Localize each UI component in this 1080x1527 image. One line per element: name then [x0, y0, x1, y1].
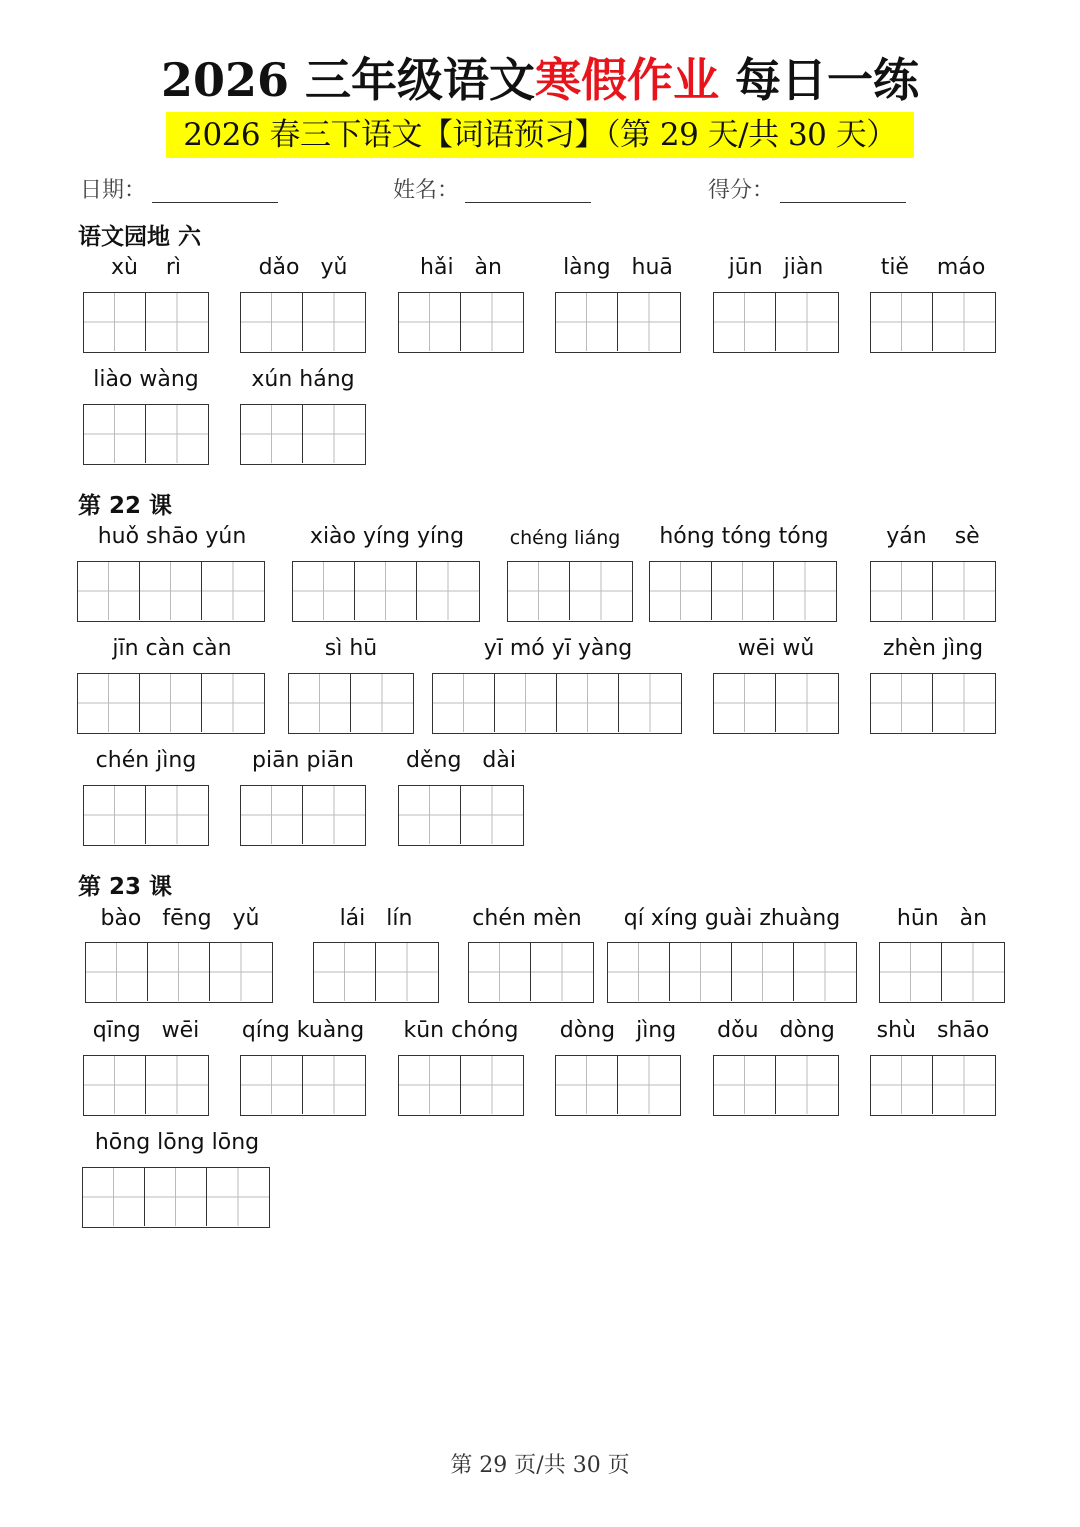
writing-cell[interactable] — [293, 562, 355, 620]
writing-grid-2[interactable] — [507, 561, 633, 622]
writing-cell[interactable] — [303, 1056, 365, 1114]
section-title-lesson-22: 第 22 课 — [78, 493, 173, 519]
page-title — [0, 52, 1080, 108]
writing-grid-3[interactable] — [77, 561, 265, 622]
writing-cell[interactable] — [146, 1056, 208, 1114]
pinyin-label: hóng tóng tóng — [659, 524, 829, 549]
writing-cell[interactable] — [469, 943, 531, 1001]
writing-grid-4[interactable] — [607, 942, 857, 1003]
writing-cell[interactable] — [140, 674, 202, 732]
writing-grid-2[interactable] — [83, 785, 209, 846]
writing-grid-2[interactable] — [555, 292, 681, 353]
writing-cell[interactable] — [83, 1168, 145, 1226]
pinyin-label: zhèn jìng — [882, 636, 984, 661]
writing-cell[interactable] — [942, 943, 1004, 1001]
writing-grid-2[interactable] — [240, 292, 366, 353]
writing-grid-2[interactable] — [870, 673, 996, 734]
writing-grid-3[interactable] — [82, 1167, 270, 1228]
writing-grid-3[interactable] — [85, 942, 273, 1003]
pinyin-label: wēi wǔ — [737, 636, 815, 661]
writing-cell[interactable] — [84, 293, 146, 351]
writing-cell[interactable] — [314, 943, 376, 1001]
writing-cell[interactable] — [933, 1056, 995, 1114]
writing-cell[interactable] — [508, 562, 570, 620]
writing-grid-2[interactable] — [713, 292, 839, 353]
writing-cell[interactable] — [84, 1056, 146, 1114]
pinyin-label: yī mó yī yàng — [483, 636, 633, 661]
title-highlight: 寒假作业 — [535, 53, 720, 107]
writing-grid-2[interactable] — [240, 785, 366, 846]
writing-cell[interactable] — [933, 293, 995, 351]
pinyin-label: chén mèn — [472, 906, 582, 931]
writing-cell[interactable] — [880, 943, 942, 1001]
name-blank[interactable] — [465, 180, 591, 203]
pinyin-label: děng dài — [406, 748, 516, 773]
writing-grid-2[interactable] — [83, 292, 209, 353]
writing-cell[interactable] — [351, 674, 413, 732]
writing-cell[interactable] — [303, 405, 365, 463]
pinyin-label: hōng lōng lōng — [94, 1130, 260, 1155]
writing-cell[interactable] — [241, 786, 303, 844]
writing-grid-2[interactable] — [870, 1055, 996, 1116]
writing-cell[interactable] — [210, 943, 272, 1001]
writing-cell[interactable] — [86, 943, 148, 1001]
writing-grid-2[interactable] — [870, 292, 996, 353]
writing-grid-2[interactable] — [398, 292, 524, 353]
pinyin-label: huǒ shāo yún — [97, 524, 247, 549]
writing-cell[interactable] — [732, 943, 794, 1001]
writing-cell[interactable] — [714, 674, 776, 732]
writing-cell[interactable] — [557, 674, 619, 732]
writing-cell[interactable] — [556, 1056, 618, 1114]
name-field — [393, 176, 591, 206]
writing-cell[interactable] — [78, 674, 140, 732]
writing-cell[interactable] — [794, 943, 856, 1001]
writing-grid-2[interactable] — [240, 404, 366, 465]
subtitle-banner: 2026 春三下语文【词语预习】（第 29 天/共 30 天） — [166, 112, 914, 158]
writing-cell[interactable] — [241, 405, 303, 463]
writing-cell[interactable] — [399, 786, 461, 844]
pinyin-label: qíng kuàng — [241, 1018, 365, 1043]
score-field — [708, 176, 906, 206]
pinyin-label: xù rì — [110, 255, 182, 280]
pinyin-label: kūn chóng — [403, 1018, 519, 1043]
writing-grid-2[interactable] — [288, 673, 414, 734]
writing-cell[interactable] — [78, 562, 140, 620]
writing-cell[interactable] — [871, 562, 933, 620]
writing-cell[interactable] — [619, 674, 681, 732]
title-part-1: 2026 三年级语文 — [160, 53, 536, 107]
pinyin-label: jīn càn càn — [112, 636, 232, 661]
writing-grid-2[interactable] — [398, 1055, 524, 1116]
pinyin-label: xiào yíng yíng — [309, 524, 465, 549]
writing-grid-3[interactable] — [292, 561, 480, 622]
writing-cell[interactable] — [650, 562, 712, 620]
writing-grid-2[interactable] — [83, 1055, 209, 1116]
writing-cell[interactable] — [714, 1056, 776, 1114]
pinyin-label: dǎo yǔ — [258, 255, 348, 280]
pinyin-label: qí xíng guài zhuàng — [623, 906, 841, 931]
pinyin-label: sì hū — [324, 636, 378, 661]
pinyin-label: hǎi àn — [420, 255, 502, 280]
writing-cell[interactable] — [207, 1168, 269, 1226]
writing-cell[interactable] — [461, 1056, 523, 1114]
writing-cell[interactable] — [618, 293, 680, 351]
score-label: 得分： — [708, 178, 775, 203]
writing-grid-2[interactable] — [240, 1055, 366, 1116]
writing-cell[interactable] — [871, 674, 933, 732]
pinyin-label: dǒu dòng — [717, 1018, 835, 1043]
writing-cell[interactable] — [146, 786, 208, 844]
writing-grid-3[interactable] — [77, 673, 265, 734]
writing-grid-2[interactable] — [468, 942, 594, 1003]
writing-grid-2[interactable] — [870, 561, 996, 622]
writing-grid-2[interactable] — [83, 404, 209, 465]
writing-cell[interactable] — [618, 1056, 680, 1114]
title-part-2: 每日一练 — [719, 53, 920, 107]
writing-grid-2[interactable] — [398, 785, 524, 846]
pinyin-label: hūn àn — [896, 906, 988, 931]
writing-cell[interactable] — [531, 943, 593, 1001]
writing-grid-2[interactable] — [555, 1055, 681, 1116]
writing-cell[interactable] — [145, 1168, 207, 1226]
writing-cell[interactable] — [146, 293, 208, 351]
pinyin-label: liào wàng — [93, 367, 199, 392]
writing-cell[interactable] — [570, 562, 632, 620]
writing-cell[interactable] — [202, 562, 264, 620]
writing-cell[interactable] — [556, 293, 618, 351]
writing-grid-2[interactable] — [713, 673, 839, 734]
writing-cell[interactable] — [241, 1056, 303, 1114]
pinyin-label: dòng jìng — [559, 1018, 677, 1043]
writing-grid-2[interactable] — [713, 1055, 839, 1116]
writing-cell[interactable] — [495, 674, 557, 732]
writing-cell[interactable] — [461, 293, 523, 351]
writing-cell[interactable] — [146, 405, 208, 463]
pinyin-label: bào fēng yǔ — [100, 906, 260, 931]
date-blank[interactable] — [152, 180, 278, 203]
page-number: 第 29 页/共 30 页 — [450, 1453, 630, 1478]
writing-cell[interactable] — [355, 562, 417, 620]
pinyin-label: xún háng — [251, 367, 355, 392]
writing-grid-2[interactable] — [313, 942, 439, 1003]
section-title-yuwen-yuandi: 语文园地 六 — [78, 224, 202, 250]
writing-cell[interactable] — [289, 674, 351, 732]
writing-cell[interactable] — [148, 943, 210, 1001]
writing-cell[interactable] — [871, 1056, 933, 1114]
writing-cell[interactable] — [933, 674, 995, 732]
pinyin-label: piān piān — [252, 748, 354, 773]
writing-grid-3[interactable] — [649, 561, 837, 622]
writing-cell[interactable] — [417, 562, 479, 620]
pinyin-label: shù shāo — [876, 1018, 990, 1043]
writing-cell[interactable] — [433, 674, 495, 732]
writing-cell[interactable] — [776, 674, 838, 732]
pinyin-label: tiě máo — [880, 255, 986, 280]
writing-cell[interactable] — [303, 786, 365, 844]
writing-cell[interactable] — [140, 562, 202, 620]
writing-cell[interactable] — [714, 293, 776, 351]
score-blank[interactable] — [780, 180, 906, 203]
writing-cell[interactable] — [303, 293, 365, 351]
writing-cell[interactable] — [670, 943, 732, 1001]
writing-cell[interactable] — [871, 293, 933, 351]
writing-cell[interactable] — [712, 562, 774, 620]
writing-cell[interactable] — [608, 943, 670, 1001]
writing-cell[interactable] — [933, 562, 995, 620]
writing-grid-4[interactable] — [432, 673, 682, 734]
date-label: 日期： — [80, 178, 147, 203]
writing-cell[interactable] — [241, 293, 303, 351]
pinyin-label: chén jìng — [95, 748, 197, 773]
writing-grid-2[interactable] — [879, 942, 1005, 1003]
pinyin-label: làng huā — [563, 255, 673, 280]
name-label: 姓名： — [393, 178, 460, 203]
writing-cell[interactable] — [399, 1056, 461, 1114]
writing-cell[interactable] — [202, 674, 264, 732]
pinyin-label: yán sè — [886, 524, 980, 549]
pinyin-label: chéng liáng — [509, 527, 621, 549]
writing-cell[interactable] — [776, 1056, 838, 1114]
pinyin-label: lái lín — [339, 906, 413, 931]
writing-cell[interactable] — [461, 786, 523, 844]
writing-cell[interactable] — [376, 943, 438, 1001]
writing-cell[interactable] — [84, 786, 146, 844]
writing-cell[interactable] — [774, 562, 836, 620]
pinyin-label: qīng wēi — [92, 1018, 200, 1043]
date-field — [80, 176, 278, 206]
section-title-lesson-23: 第 23 课 — [78, 874, 173, 900]
writing-cell[interactable] — [399, 293, 461, 351]
pinyin-label: jūn jiàn — [728, 255, 824, 280]
writing-cell[interactable] — [776, 293, 838, 351]
writing-cell[interactable] — [84, 405, 146, 463]
